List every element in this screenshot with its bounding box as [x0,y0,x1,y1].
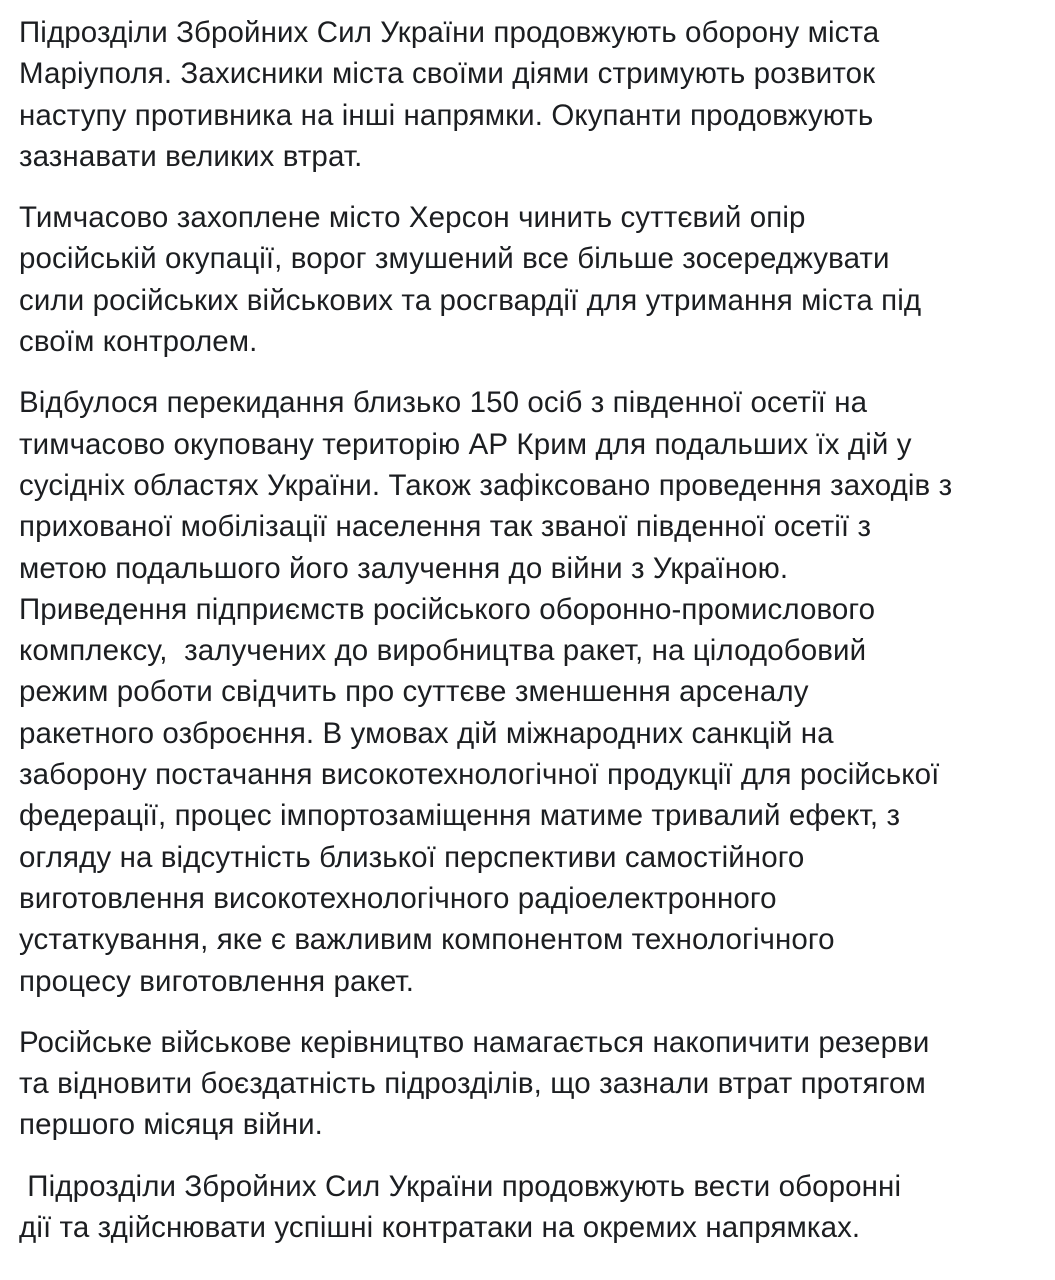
text-line: наступу противника на інші напрямки. Окупанти продовжують [19,98,874,132]
paragraph-reserves [19,1022,1039,1146]
text-line: Маріуполя. Захисники міста своїми діями стримують розвиток [19,57,876,91]
text-line: Приведення підприємств російського оборонно-промислового [19,592,876,626]
text-line: дії та здійснювати успішні контратаки на окремих напрямках. [19,1211,861,1245]
paragraph-kherson-resistance [19,197,1039,362]
text-line: комплексу, залучених до виробництва ракет, на цілодобовий [19,634,867,668]
text-line: режим роботи свідчить про суттєве зменшення арсеналу [19,675,809,709]
text-line: Тимчасово захоплене місто Херсон чинить суттєвий опір [19,201,806,235]
text-line: зазнавати великих втрат. [19,139,363,173]
paragraph-troop-transfer [19,382,1039,1001]
text-line: Відбулося перекидання близько 150 осіб з південної осетії на [19,386,868,420]
text-line: Підрозділи Збройних Сил України продовжують вести оборонні [19,1169,902,1203]
text-line: метою подальшого його залучення до війни з Україною. [19,551,789,585]
post-text-body [19,12,1039,1268]
text-line: Підрозділи Збройних Сил України продовжують оборону міста [19,16,880,49]
text-line: сили російських військових та росгвардії для утримання міста під [19,283,922,317]
text-line: федерації, процес імпортозаміщення матиме тривалий ефект, з [19,799,901,833]
text-line: прихованої мобілізації населення так званої південної осетії з [19,510,872,544]
text-line: Російське військове керівництво намагається накопичити резерви [19,1025,930,1059]
paragraph-mariupol-defense [19,12,1039,177]
text-line: та відновити боєздатність підрозділів, що зазнали втрат протягом [19,1067,926,1101]
paragraph-counterattacks [19,1166,1039,1249]
text-line: першого місяця війни. [19,1108,323,1142]
text-line: російській окупації, ворог змушений все більше зосереджувати [19,242,890,276]
text-line: ракетного озброєння. В умовах дій міжнародних санкцій на [19,716,834,750]
text-line: огляду на відсутність близької перспективи самостійного [19,840,805,874]
text-line: сусідніх областях України. Також зафіксовано проведення заходів з [19,468,953,502]
text-line: устаткування, яке є важливим компонентом технологічного [19,923,835,957]
text-line: своїм контролем. [19,325,258,359]
text-line: виготовлення високотехнологічного радіоелектронного [19,881,777,915]
text-line: тимчасово окуповану територію АР Крим для подальших їх дій у [19,427,912,461]
text-line: заборону постачання високотехнологічної продукції для російської [19,758,940,792]
text-line: процесу виготовлення ракет. [19,964,415,998]
